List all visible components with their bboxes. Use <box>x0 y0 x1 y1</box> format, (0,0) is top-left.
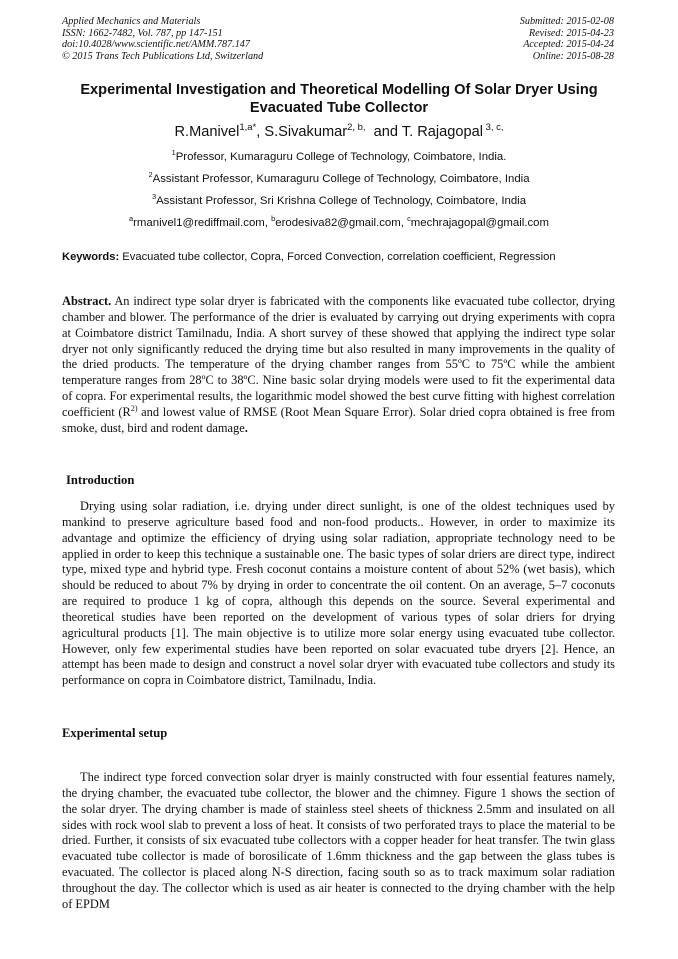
email-line <box>60 216 618 230</box>
author-affiliation-mark: 2, b, <box>347 122 366 134</box>
affiliation-mark: 2 <box>148 170 153 180</box>
author-affiliation-mark: 1,a* <box>239 122 257 134</box>
accepted-date: Accepted: 2015-04-24 <box>523 39 614 51</box>
abstract-block <box>62 294 615 437</box>
author-name: R.Manivel <box>174 124 240 140</box>
journal-name: Applied Mechanics and Materials <box>62 16 201 27</box>
experimental-setup-paragraph: The indirect type forced convection solar dryer is mainly constructed with four essential features namely, the drying chamber, the evacuated tube collector, the blower and the chimney. Figure 1 shows the section of the solar dryer. The drying chamber is made of stainless steel sheets of thickness 2.5mm and insulated on all sides with rock wool slab to prevent a loss of heat. It consists of two perforated trays to place the material to be dried. Further, it consists of six evacuated tube collectors with a copper header for heat transfer. The twin glass evacuated tube collector is made of borosilicate of 1.6mm thickness and the gap between the glass tubes is evacuated. The collector is placed along N-S direction, facing south so as to track maximum solar radiation throughout the day. The collector which is used as air heater is connected to the drying chamber with the help of EPDM <box>62 770 615 911</box>
keywords-text: Evacuated tube collector, Copra, Forced Convection, correlation coefficient, Regression <box>119 251 556 263</box>
abstract-label: Abstract. <box>62 294 112 308</box>
affiliation-text: Assistant Professor, Kumaraguru College of Technology, Coimbatore, India <box>152 173 530 185</box>
abstract-superscript: 2) <box>130 403 138 413</box>
copyright-line: © 2015 Trans Tech Publications Ltd, Switzerland <box>62 50 264 62</box>
abstract-end: . <box>244 420 248 435</box>
author-separator: , <box>256 124 265 140</box>
introduction-heading: Introduction <box>66 473 135 487</box>
affiliation-1 <box>60 150 618 164</box>
email-text: erodesiva82@gmail.com, <box>275 217 408 229</box>
abstract-text-continued: and lowest value of RMSE (Root Mean Square Error). Solar dried copra obtained is free from smoke, dust, bird and rodent damage <box>62 404 615 435</box>
email-mark: b <box>271 214 276 224</box>
experimental-setup-heading: Experimental setup <box>62 726 168 740</box>
affiliation-text: Assistant Professor, Sri Krishna College of Technology, Coimbatore, India <box>156 195 527 207</box>
author-separator: and <box>365 124 402 140</box>
email-mark: c <box>407 214 411 224</box>
affiliation-2 <box>60 172 618 186</box>
doi-line: doi:10.4028/www.scientific.net/AMM.787.147 <box>62 39 250 51</box>
author-list <box>60 123 618 141</box>
revised-date: Revised: 2015-04-23 <box>528 27 614 39</box>
author-affiliation-mark: 3, c, <box>482 122 504 134</box>
author-name: S.Sivakumar <box>264 124 348 140</box>
email-text: mechrajagopal@gmail.com <box>410 217 549 229</box>
affiliation-text: Professor, Kumaraguru College of Technology, Coimbatore, India. <box>175 151 507 163</box>
online-date: Online: 2015-08-28 <box>532 50 614 62</box>
abstract-text: An indirect type solar dryer is fabricated with the components like evacuated tube collector, drying chamber and blower. The performance of the drier is evaluated by carrying out drying experiments with copra at Coimbatore district Tamilnadu, India. A short survey of these showed that applying the indirect type solar dryer not only significantly reduced the drying time but also resulted in many improvements in the quality of the dried products. The temperature of the drying chamber ranges from 55ºC to 75ºC while the ambient temperature ranges from 28ºC to 38ºC. Nine basic solar drying models were used to fit the experimental data of copra. For experimental results, the logarithmic model showed the best curve fitting with highest correlation coefficient (R <box>62 294 615 419</box>
email-text: rmanivel1@rediffmail.com, <box>133 217 272 229</box>
author-name: T. Rajagopal <box>401 124 483 140</box>
affiliation-mark: 3 <box>151 192 157 202</box>
publication-dates <box>520 16 614 62</box>
introduction-paragraph: Drying using solar radiation, i.e. drying under direct sunlight, is one of the oldest techniques used by mankind to preserve agriculture based food and non-food products.. However, in order to maximize its advantage and optimize the efficiency of drying using solar radiation, appropriate technology need to be applied in order to keep this technique a sustainable one. The basic types of solar driers are direct type, indirect type, mixed type and hybrid type. Fresh coconut contains a moisture content of about 52% (wet basis), which should be reduced to about 7% by drying in order to concentrate the oil content. On an average, 5–7 coconuts are required to produce 1 kg of copra, although this depends on the source. Several experimental and theoretical studies have been reported on the development of various types of solar driers for drying agricultural products [1]. The main objective is to utilize more solar energy using evacuated tube collector. However, only few experimental studies have been reported on solar evacuated tube dryers [2]. Hence, an attempt has been made to design and construct a novel solar dryer with evacuated tube collectors and study its performance on copra in Coimbatore district, Tamilnadu, India. <box>62 499 615 688</box>
email-mark: a <box>129 214 134 224</box>
affiliation-mark: 1 <box>171 148 176 158</box>
issn-line: ISSN: 1662-7482, Vol. 787, pp 147-151 <box>62 27 223 39</box>
journal-info <box>62 16 263 62</box>
affiliation-3 <box>60 194 618 208</box>
keywords-label: Keywords: <box>62 251 120 263</box>
keywords-block <box>62 251 615 265</box>
submitted-date: Submitted: 2015-02-08 <box>519 16 614 27</box>
paper-title: Experimental Investigation and Theoretical Modelling Of Solar Dryer Using Evacuated Tube Collector <box>80 82 598 116</box>
